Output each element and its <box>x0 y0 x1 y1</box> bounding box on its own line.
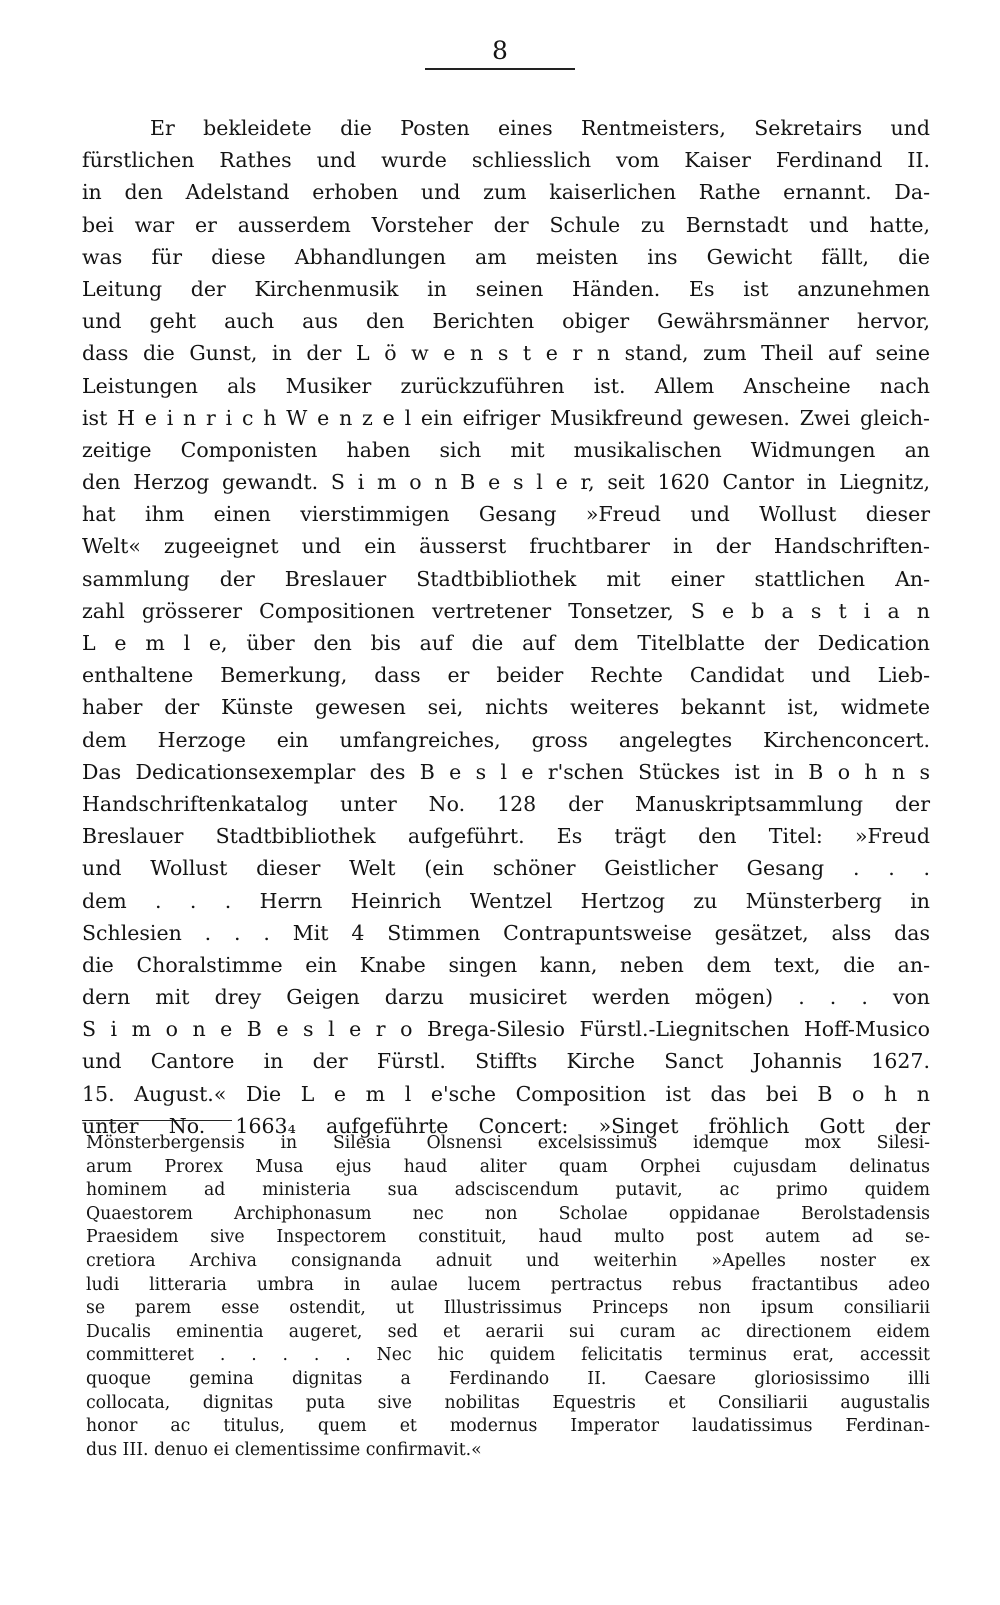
footnote-line: Mönsterbergensis in Silesia Olsnensi excelsissimus idemque mox Silesi- <box>86 1133 930 1153</box>
text-line: den Herzog gewandt. S i m o n B e s l e r, seit 1620 Cantor in Liegnitz, <box>82 470 930 495</box>
text-line: Breslauer Stadtbibliothek aufgeführt. Es trägt den Titel: »Freud <box>82 824 930 849</box>
footnote-line: se parem esse ostendit, ut Illustrissimus Princeps non ipsum consiliarii <box>86 1298 930 1319</box>
text-line: Schlesien . . . Mit 4 Stimmen Contrapuntsweise gesätzet, alss das <box>82 920 930 945</box>
text-line: 15. August.« Die L e m l e'sche Composition ist das bei B o h n <box>82 1081 930 1106</box>
text-line: zeitige Componisten haben sich mit musikalischen Widmungen an <box>82 437 930 462</box>
text-line: und Wollust dieser Welt (ein schöner Geistlicher Gesang . . . <box>82 856 930 881</box>
footnote-line: collocata, dignitas puta sive nobilitas Equestris et Consiliarii augustalis <box>86 1392 930 1413</box>
text-line: Leistungen als Musiker zurückzuführen ist. Allem Anscheine nach <box>82 373 930 398</box>
text-line: L e m l e, über den bis auf die auf dem Titelblatte der Dedication <box>82 631 930 655</box>
text-line: dass die Gunst, in der L ö w e n s t e r n stand, zum Theil auf seine <box>82 341 930 366</box>
text-line: haber der Künste gewesen sei, nichts weiteres bekannt ist, widmete <box>82 695 930 720</box>
footnote-line: arum Prorex Musa ejus haud aliter quam Orphei cujusdam delinatus <box>86 1156 930 1177</box>
text-line: S i m o n e B e s l e r o Brega-Silesio Fürstl.-Liegnitschen Hoff-Musico <box>82 1017 930 1042</box>
footnote-line: quoque gemina dignitas a Ferdinando II. Caesare gloriosissimo illi <box>86 1368 930 1389</box>
text-line: bei war er ausserdem Vorsteher der Schule zu Bernstadt und hatte, <box>82 212 930 237</box>
footnote-line: hominem ad ministeria sua adsciscendum putavit, ac primo quidem <box>86 1180 930 1201</box>
text-line: zahl grösserer Compositionen vertretener Tonsetzer, S e b a s t i a n <box>82 598 930 623</box>
header-rule <box>425 68 575 70</box>
footnote-line: Praesidem sive Inspectorem constituit, haud multo post autem ad se- <box>86 1227 930 1248</box>
text-line: und Cantore in der Fürstl. Stiffts Kirche Sanct Johannis 1627. <box>82 1049 930 1074</box>
text-line: und geht auch aus den Berichten obiger Gewährsmänner hervor, <box>82 309 930 334</box>
text-line: ist H e i n r i c h W e n z e l ein eifriger Musikfreund gewesen. Zwei gleich- <box>82 405 930 430</box>
footnote-line: ludi litteraria umbra in aulae lucem pertractus rebus fractantibus adeo <box>86 1274 930 1295</box>
text-line: Handschriftenkatalog unter No. 128 der Manuskriptsammlung der <box>82 791 930 816</box>
text-line: unter No. 1663₄ aufgeführte Concert: »Singet fröhlich Gott der <box>82 1113 930 1138</box>
page-number: 8 <box>492 36 508 65</box>
text-line: dem . . . Herrn Heinrich Wentzel Hertzog zu Münsterberg in <box>82 888 930 913</box>
text-line: dern mit drey Geigen darzu musiciret werden mögen) . . . von <box>82 985 930 1010</box>
text-line: in den Adelstand erhoben und zum kaiserlichen Rathe ernannt. Da- <box>82 180 930 205</box>
footnote-line: honor ac titulus, quem et modernus Imperator laudatissimus Ferdinan- <box>86 1416 930 1437</box>
text-line: sammlung der Breslauer Stadtbibliothek mit einer stattlichen An- <box>82 566 930 591</box>
text-line: die Choralstimme ein Knabe singen kann, neben dem text, die an- <box>82 952 930 977</box>
text-line: was für diese Abhandlungen am meisten ins Gewicht fällt, die <box>82 244 930 269</box>
text-line: Leitung der Kirchenmusik in seinen Händen. Es ist anzunehmen <box>82 276 930 301</box>
text-line: enthaltene Bemerkung, dass er beider Rechte Candidat und Lieb- <box>82 663 930 688</box>
footnote-line: Ducalis eminentia augeret, sed et aerarii sui curam ac directionem eidem <box>86 1321 930 1342</box>
text-line: Welt« zugeeignet und ein äusserst fruchtbarer in der Handschriften- <box>82 534 930 559</box>
footnote-line: dus III. denuo ei clementissime confirmavit.« <box>86 1439 482 1460</box>
text-line: dem Herzoge ein umfangreiches, gross angelegtes Kirchenconcert. <box>82 727 930 752</box>
text-line: hat ihm einen vierstimmigen Gesang »Freud und Wollust dieser <box>82 502 930 527</box>
footnote-block <box>86 1132 930 1462</box>
footnote-line: Quaestorem Archiphonasum nec non Scholae oppidanae Berolstadensis <box>86 1203 930 1224</box>
text-line: Das Dedicationsexemplar des B e s l e r'schen Stückes ist in B o h n s <box>82 759 930 784</box>
main-text-block <box>82 112 930 1142</box>
footnote-line: cretiora Archiva consignanda adnuit und weiterhin »Apelles noster ex <box>86 1250 930 1271</box>
text-line: Er bekleidete die Posten eines Rentmeisters, Sekretairs und <box>150 116 930 140</box>
text-line: fürstlichen Rathes und wurde schliesslich vom Kaiser Ferdinand II. <box>82 148 930 173</box>
footnote-line: committeret . . . . . Nec hic quidem felicitatis terminus erat, accessit <box>86 1345 930 1366</box>
footnote-rule <box>82 1120 232 1121</box>
